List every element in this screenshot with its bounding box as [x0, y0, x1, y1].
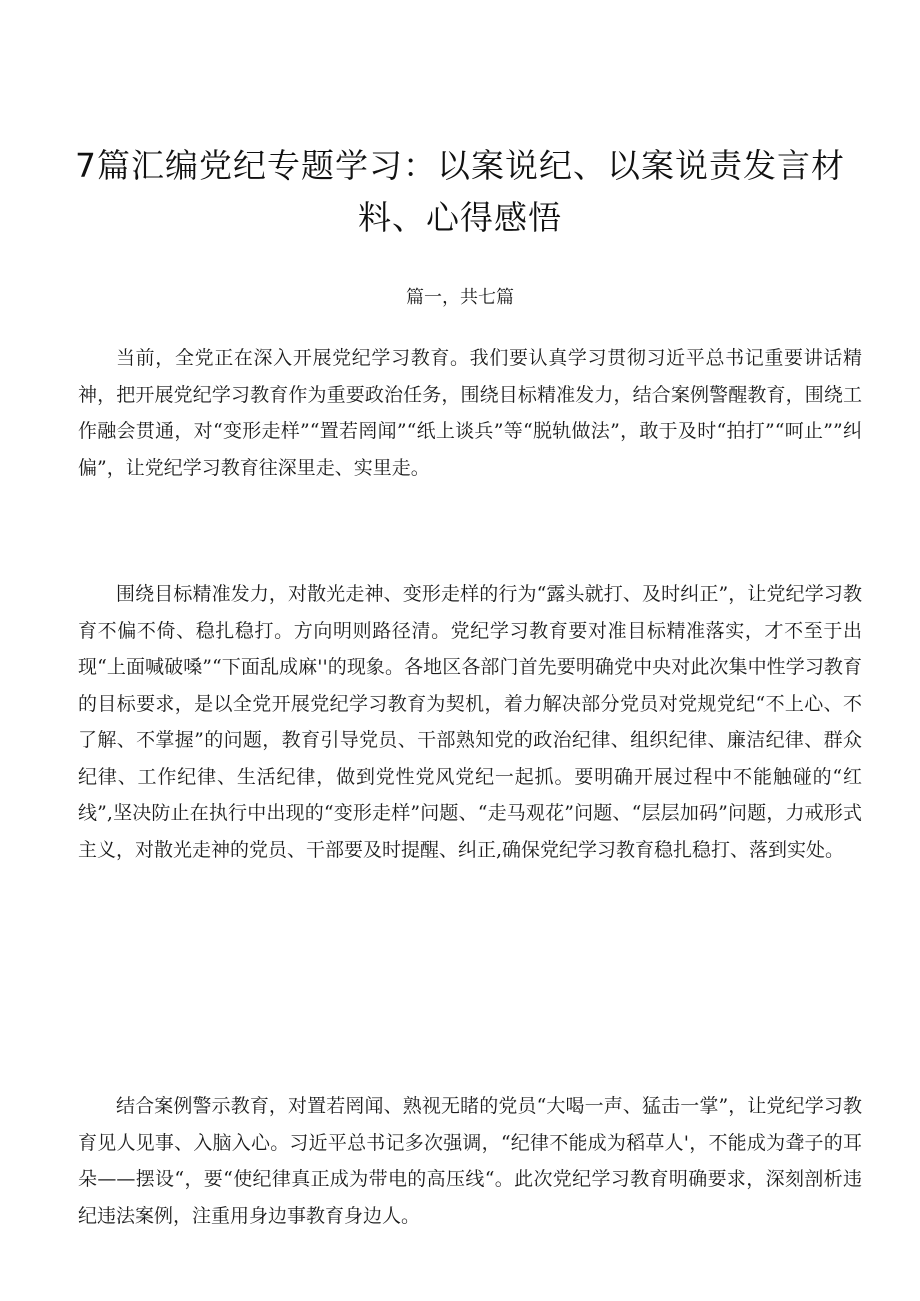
document-title: 7篇汇编党纪专题学习：以案说纪、以案说责发言材料、心得感悟: [75, 146, 845, 238]
body-paragraph: 当前，全党正在深入开展党纪学习教育。我们要认真学习贯彻习近平总书记重要讲话精神，把开展党纪学习教育作为重要政治任务，围绕目标精准发力，结合案例警醒教育，围绕工作融会贯通，对“变形走样”“置若罔闻”“纸上谈兵”等“脱轨做法”，敢于及时“拍打”“呵止””纠偏”，让党纪学习教育往深里走、实里走。: [78, 347, 862, 479]
section-heading: 篇一，共七篇: [406, 287, 514, 308]
body-paragraph: 围绕目标精准发力，对散光走神、变形走样的行为“露头就打、及时纠正”，让党纪学习教育不偏不倚、稳扎稳打。方向明则路径清。党纪学习教育要对准目标精准落实，才不至于出现“上面喊破嗓”“下面乱成麻''的现象。各地区各部门首先要明确党中央对此次集中性学习教育的目标要求，是以全党开展党纪学习教育为契机，着力解决部分党员对党规党纪“不上心、不了解、不掌握”的问题，教育引导党员、干部熟知党的政治纪律、组织纪律、廉洁纪律、群众纪律、工作纪律、生活纪律，做到党性党风党纪一起抓。要明确开展过程中不能触碰的“红线”,坚决防止在执行中出现的“变形走样”问题、“走马观花”问题、“层层加码”问题，力戒形式主义，对散光走神的党员、干部要及时提醒、纠正,确保党纪学习教育稳扎稳打、落到实处。: [78, 583, 862, 861]
body-paragraph: 结合案例警示教育，对置若罔闻、熟视无睹的党员“大喝一声、猛击一掌”，让党纪学习教育见人见事、入脑入心。习近平总书记多次强调，“纪律不能成为稻草人'，不能成为聋子的耳朵——摆设“，要“使纪律真正成为带电的高压线“。此次党纪学习教育明确要求，深刻剖析违纪违法案例，注重用身边事教育身边人。: [78, 1095, 862, 1227]
